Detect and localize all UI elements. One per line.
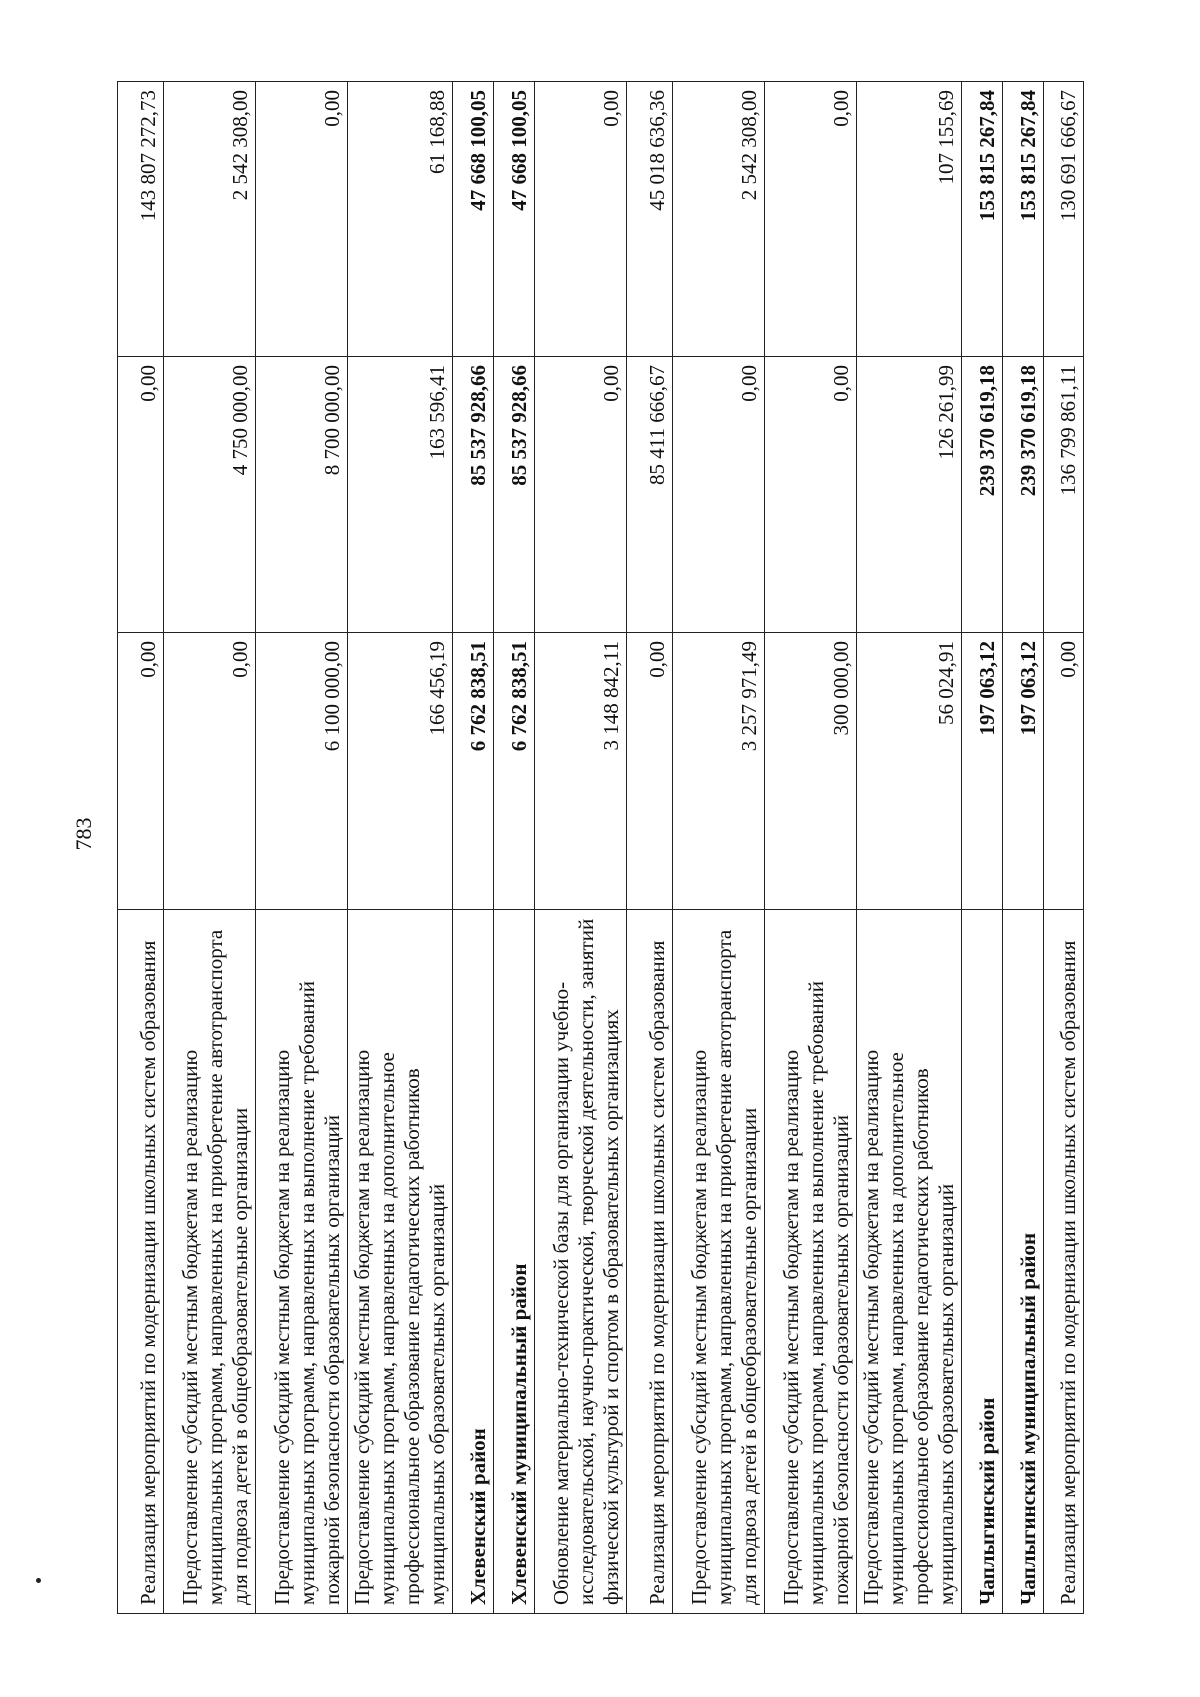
- value-cell-1: 300 000,00: [765, 633, 857, 910]
- value-cell-2: 85 537 928,66: [453, 357, 494, 633]
- row-name-cell: Хлевенский муниципальный район: [494, 910, 535, 1614]
- row-name-cell: Предоставление субсидий местным бюджетам на реализацию муниципальных программ, направленных на приобретение автотранспорта для подвоза детей в общеобразовательные организации: [164, 910, 256, 1614]
- value-cell-2: 0,00: [673, 357, 765, 633]
- row-name-cell: Реализация мероприятий по модернизации школьных систем образования: [1044, 910, 1084, 1614]
- value-cell-3: 0,00: [535, 82, 627, 357]
- row-name-cell: Реализация мероприятий по модернизации школьных систем образования: [118, 910, 164, 1614]
- value-cell-1: 6 100 000,00: [256, 633, 348, 910]
- value-cell-1: 3 257 971,49: [673, 633, 765, 910]
- table-row: [494, 82, 535, 1614]
- value-cell-2: 239 370 619,18: [1003, 357, 1044, 633]
- rotated-table-frame: [117, 82, 1080, 1614]
- value-cell-1: 197 063,12: [962, 633, 1003, 910]
- value-cell-1: 6 762 838,51: [453, 633, 494, 910]
- value-cell-1: 0,00: [1044, 633, 1084, 910]
- budget-table-body: [118, 82, 1084, 1614]
- row-name-cell: Реализация мероприятий по модернизации школьных систем образования: [627, 910, 673, 1614]
- budget-table: [117, 81, 1084, 1614]
- value-cell-3: 47 668 100,05: [494, 82, 535, 357]
- value-cell-3: 47 668 100,05: [453, 82, 494, 357]
- table-row: [453, 82, 494, 1614]
- table-row: [1003, 82, 1044, 1614]
- row-name-cell: Предоставление субсидий местным бюджетам на реализацию муниципальных программ, направленных на выполнение требований пожарной безопасности образовательных организаций: [256, 910, 348, 1614]
- table-row: [256, 82, 348, 1614]
- table-row: [348, 82, 453, 1614]
- value-cell-1: 0,00: [118, 633, 164, 910]
- value-cell-3: 45 018 636,36: [627, 82, 673, 357]
- value-cell-1: 0,00: [164, 633, 256, 910]
- row-name-cell: Обновление материально-технической базы для организации учебно-исследовательской, научно-практической, творческой деятельности, занятий физической культурой и спортом в образовательных организациях: [535, 910, 627, 1614]
- value-cell-2: 126 261,99: [857, 357, 962, 633]
- row-name-cell: Хлевенский район: [453, 910, 494, 1614]
- value-cell-3: 143 807 272,73: [118, 82, 164, 357]
- value-cell-2: 136 799 861,11: [1044, 357, 1084, 633]
- value-cell-1: 0,00: [627, 633, 673, 910]
- row-name-cell: Предоставление субсидий местным бюджетам на реализацию муниципальных программ, направленных на дополнительное профессиональное образование педагогических работников муниципальных образовательных организаций: [857, 910, 962, 1614]
- value-cell-3: 153 815 267,84: [962, 82, 1003, 357]
- row-name-cell: Предоставление субсидий местным бюджетам на реализацию муниципальных программ, направленных на приобретение автотранспорта для подвоза детей в общеобразовательные организации: [673, 910, 765, 1614]
- row-name-cell: Чаплыгинский район: [962, 910, 1003, 1614]
- row-name-cell: Предоставление субсидий местным бюджетам на реализацию муниципальных программ, направленных на выполнение требований пожарной безопасности образовательных организаций: [765, 910, 857, 1614]
- value-cell-3: 107 155,69: [857, 82, 962, 357]
- value-cell-3: 0,00: [256, 82, 348, 357]
- table-row: [857, 82, 962, 1614]
- table-row: [535, 82, 627, 1614]
- row-name-cell: Предоставление субсидий местным бюджетам на реализацию муниципальных программ, направленных на дополнительное профессиональное образование педагогических работников муниципальных образовательных организаций: [348, 910, 453, 1614]
- value-cell-2: 85 411 666,67: [627, 357, 673, 633]
- row-name-cell: Чаплыгинский муниципальный район: [1003, 910, 1044, 1614]
- value-cell-3: 61 168,88: [348, 82, 453, 357]
- table-row: [962, 82, 1003, 1614]
- table-row: [673, 82, 765, 1614]
- value-cell-2: 163 596,41: [348, 357, 453, 633]
- value-cell-2: 0,00: [765, 357, 857, 633]
- budget-table-container: [117, 82, 1080, 1614]
- value-cell-3: 130 691 666,67: [1044, 82, 1084, 357]
- value-cell-1: 166 456,19: [348, 633, 453, 910]
- value-cell-3: 2 542 308,00: [164, 82, 256, 357]
- value-cell-3: 153 815 267,84: [1003, 82, 1044, 357]
- value-cell-2: 0,00: [118, 357, 164, 633]
- value-cell-3: 0,00: [765, 82, 857, 357]
- table-row: [1044, 82, 1084, 1614]
- page-number: 783: [71, 817, 96, 851]
- value-cell-1: 197 063,12: [1003, 633, 1044, 910]
- value-cell-1: 6 762 838,51: [494, 633, 535, 910]
- table-row: [164, 82, 256, 1614]
- value-cell-2: 0,00: [535, 357, 627, 633]
- value-cell-2: 85 537 928,66: [494, 357, 535, 633]
- table-row: [765, 82, 857, 1614]
- value-cell-2: 8 700 000,00: [256, 357, 348, 633]
- scan-dot: [36, 1578, 41, 1583]
- value-cell-1: 3 148 842,11: [535, 633, 627, 910]
- table-row: [627, 82, 673, 1614]
- value-cell-2: 4 750 000,00: [164, 357, 256, 633]
- value-cell-1: 56 024,91: [857, 633, 962, 910]
- table-row: [118, 82, 164, 1614]
- value-cell-2: 239 370 619,18: [962, 357, 1003, 633]
- value-cell-3: 2 542 308,00: [673, 82, 765, 357]
